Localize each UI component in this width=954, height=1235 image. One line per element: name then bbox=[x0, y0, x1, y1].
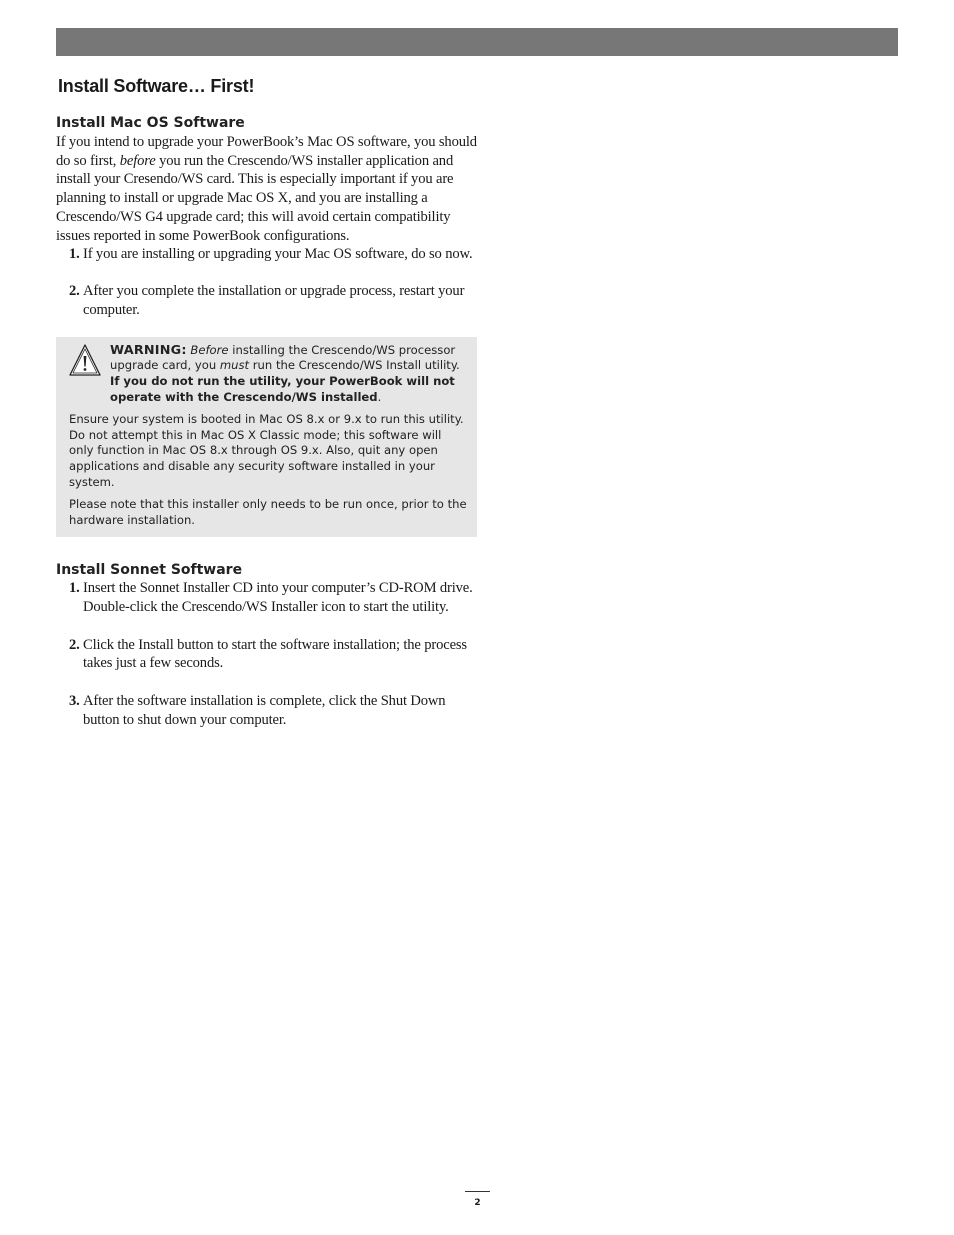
sonnet-steps bbox=[56, 579, 477, 729]
list-item: 3. After the software installation is complete, click the Shut Down button to shut down your computer. bbox=[69, 693, 446, 728]
warning-paragraph-1: WARNING: Before installing the Crescendo/WS processor upgrade card, you must run the Crescendo/WS Install utility. If you do not run the utility, your PowerBook will not operate with the Crescendo/WS installed. bbox=[110, 342, 460, 404]
mac-os-intro: If you intend to upgrade your PowerBook’s Mac OS software, you should do so first, before you run the Crescendo/WS installer application and install your Cresendo/WS card. This is especially important if you are planning to install or upgrade Mac OS X, and you are installing a Crescendo/WS G4 upgrade card; this will avoid certain compatibility issues reported in some PowerBook configurations. bbox=[56, 134, 477, 244]
footer-rule bbox=[465, 1191, 490, 1192]
list-item: 1. If you are installing or upgrading your Mac OS software, do so now. bbox=[69, 246, 473, 263]
mac-os-section-heading: Install Mac OS Software bbox=[56, 115, 245, 131]
mac-os-steps bbox=[56, 245, 477, 320]
sonnet-section-heading: Install Sonnet Software bbox=[56, 562, 243, 579]
list-item: 2. After you complete the installation or upgrade process, restart your computer. bbox=[69, 283, 465, 319]
content-column bbox=[56, 70, 477, 730]
list-item: 1. Insert the Sonnet Installer CD into your computer’s CD-ROM drive. Double-click the Crescendo/WS Installer icon to start the utility. bbox=[69, 580, 473, 616]
warning-paragraph-3: Please note that this installer only needs to be run once, prior to the hardware installation. bbox=[69, 497, 467, 527]
warning-header bbox=[69, 343, 467, 405]
page-title: Install Software… First! bbox=[58, 76, 255, 96]
warning-box bbox=[56, 337, 477, 538]
list-item: 2. Click the Install button to start the software installation; the process takes just a few seconds. bbox=[69, 636, 467, 672]
warning-triangle-icon bbox=[68, 343, 102, 377]
header-bar bbox=[56, 28, 898, 56]
page-number: 2 bbox=[474, 1198, 481, 1208]
warning-paragraph-2: Ensure your system is booted in Mac OS 8.x or 9.x to run this utility. Do not attempt this in Mac OS X Classic mode; this software will only function in Mac OS 8.x through OS 9.x. Also, quit any open applications and disable any security software installed in your system. bbox=[69, 412, 464, 489]
